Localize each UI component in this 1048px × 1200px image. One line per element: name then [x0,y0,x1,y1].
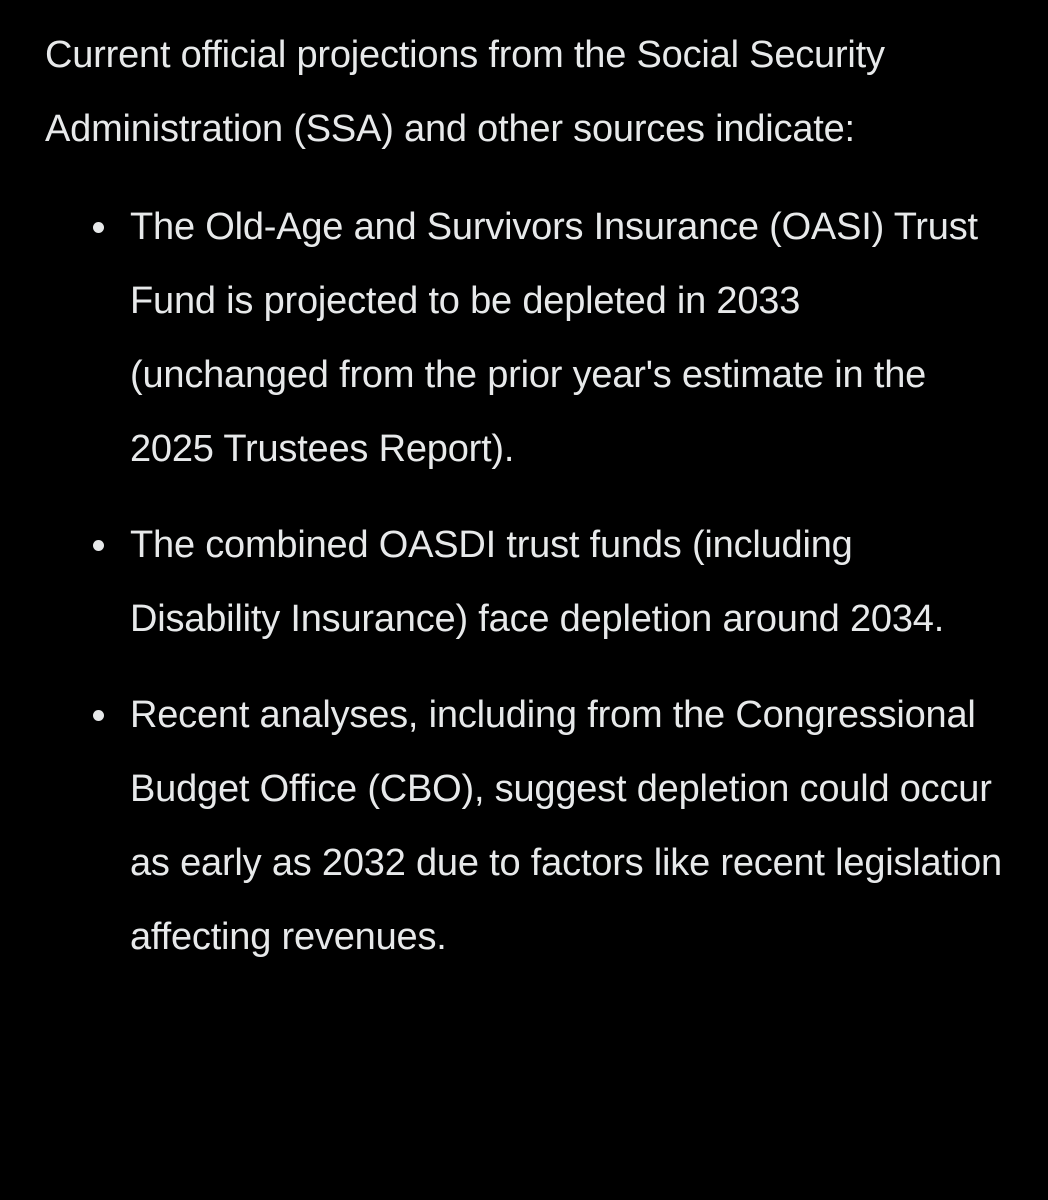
list-item [45,190,1005,486]
intro-paragraph: Current official projections from the Social Security Administration (SSA) and other sources indicate: [45,34,885,150]
list-item [45,678,1005,974]
list-item [45,508,1005,656]
bullet-list [45,190,1005,974]
bullet-dot-icon [93,710,104,721]
bullet-dot-icon [93,222,104,233]
post-text-body [45,18,1005,996]
list-item-text: The Old-Age and Survivors Insurance (OASI) Trust Fund is projected to be depleted in 2033 (unchanged from the prior year's estimate in the 2025 Trustees Report). [130,206,978,470]
list-item-text: Recent analyses, including from the Congressional Budget Office (CBO), suggest depletion could occur as early as 2032 due to factors like recent legislation affecting revenues. [130,694,1002,958]
list-item-text: The combined OASDI trust funds (including Disability Insurance) face depletion around 2034. [130,524,945,640]
bullet-dot-icon [93,540,104,551]
